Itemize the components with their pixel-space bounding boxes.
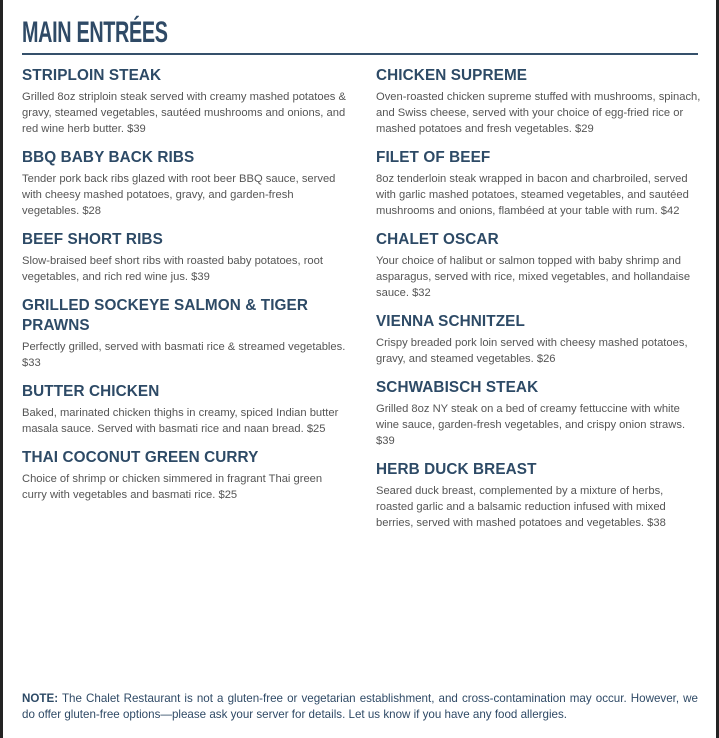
menu-item-name: BEEF SHORT RIBS <box>22 231 163 248</box>
menu-item-description: Crispy breaded pork loin served with cheesy mashed potatoes, gravy, and steamed vegetables. $26 <box>376 337 688 365</box>
menu-item <box>376 312 701 367</box>
menu-item <box>22 296 347 371</box>
menu-item-name: VIENNA SCHNITZEL <box>376 313 525 330</box>
menu-item-name: FILET OF BEEF <box>376 149 491 166</box>
menu-item-description: Your choice of halibut or salmon topped with baby shrimp and asparagus, served with rice, mixed vegetables, and hollandaise sauce. $32 <box>376 255 691 299</box>
menu-item <box>376 460 701 531</box>
menu-item <box>376 148 701 219</box>
menu-item <box>22 230 347 285</box>
menu-item-description: Grilled 8oz NY steak on a bed of creamy fettuccine with white wine sauce, garden-fresh vegetables, and crispy onion straws. $39 <box>376 403 686 447</box>
menu-item-name: HERB DUCK BREAST <box>376 461 537 478</box>
menu-item-description: Perfectly grilled, served with basmati rice & streamed vegetables. $33 <box>22 341 346 369</box>
allergy-note <box>22 691 698 723</box>
note-text: The Chalet Restaurant is not a gluten-free or vegetarian establishment, and cross-contamination may occur. However, we do offer gluten-free options—please ask your server for details. Let us know if you have any food allergies. <box>22 692 698 721</box>
section-title: MAIN ENTRÉES <box>22 16 168 49</box>
menu-item <box>376 378 701 449</box>
note-label: NOTE: <box>22 692 59 705</box>
menu-item-name: SCHWABISCH STEAK <box>376 379 539 396</box>
menu-item-description: Oven-roasted chicken supreme stuffed with mushrooms, spinach, and Swiss cheese, served with your choice of egg-fried rice or mashed potatoes and fresh vegetables. $29 <box>376 91 701 135</box>
menu-item-name: CHALET OSCAR <box>376 231 499 248</box>
title-divider <box>22 53 698 55</box>
menu-item-description: Tender pork back ribs glazed with root beer BBQ sauce, served with cheesy mashed potatoes, gravy, and garden-fresh vegetables. $28 <box>22 173 336 217</box>
menu-column-right <box>376 66 701 542</box>
menu-column-left <box>22 66 347 514</box>
menu-item-name: CHICKEN SUPREME <box>376 67 528 84</box>
menu-item-description: Slow-braised beef short ribs with roasted baby potatoes, root vegetables, and rich red wine jus. $39 <box>22 255 323 283</box>
menu-item-description: Choice of shrimp or chicken simmered in fragrant Thai green curry with vegetables and basmati rice. $25 <box>22 473 323 501</box>
menu-item-name: THAI COCONUT GREEN CURRY <box>22 449 259 466</box>
menu-item-name: STRIPLOIN STEAK <box>22 67 162 84</box>
menu-item-name: BBQ BABY BACK RIBS <box>22 149 195 166</box>
menu-item <box>22 382 347 437</box>
menu-item-description: Grilled 8oz striploin steak served with creamy mashed potatoes & gravy, steamed vegetables, sautéed mushrooms and onions, and red wine herb butter. $39 <box>22 91 346 135</box>
menu-item <box>22 66 347 137</box>
menu-item <box>376 66 701 137</box>
menu-item-name: GRILLED SOCKEYE SALMON & TIGER PRAWNS <box>22 297 309 334</box>
menu-item <box>22 148 347 219</box>
menu-item-description: Baked, marinated chicken thighs in creamy, spiced Indian butter masala sauce. Served with basmati rice and naan bread. $25 <box>22 407 339 435</box>
menu-item <box>22 448 347 503</box>
menu-item <box>376 230 701 301</box>
menu-item-description: Seared duck breast, complemented by a mixture of herbs, roasted garlic and a balsamic reduction infused with mixed berries, served with mashed potatoes and vegetables. $38 <box>376 485 666 529</box>
menu-item-name: BUTTER CHICKEN <box>22 383 160 400</box>
menu-item-description: 8oz tenderloin steak wrapped in bacon and charbroiled, served with garlic mashed potatoes, steamed vegetables, and sautéed mushrooms and onions, flambéed at your table with rum. $42 <box>376 173 689 217</box>
